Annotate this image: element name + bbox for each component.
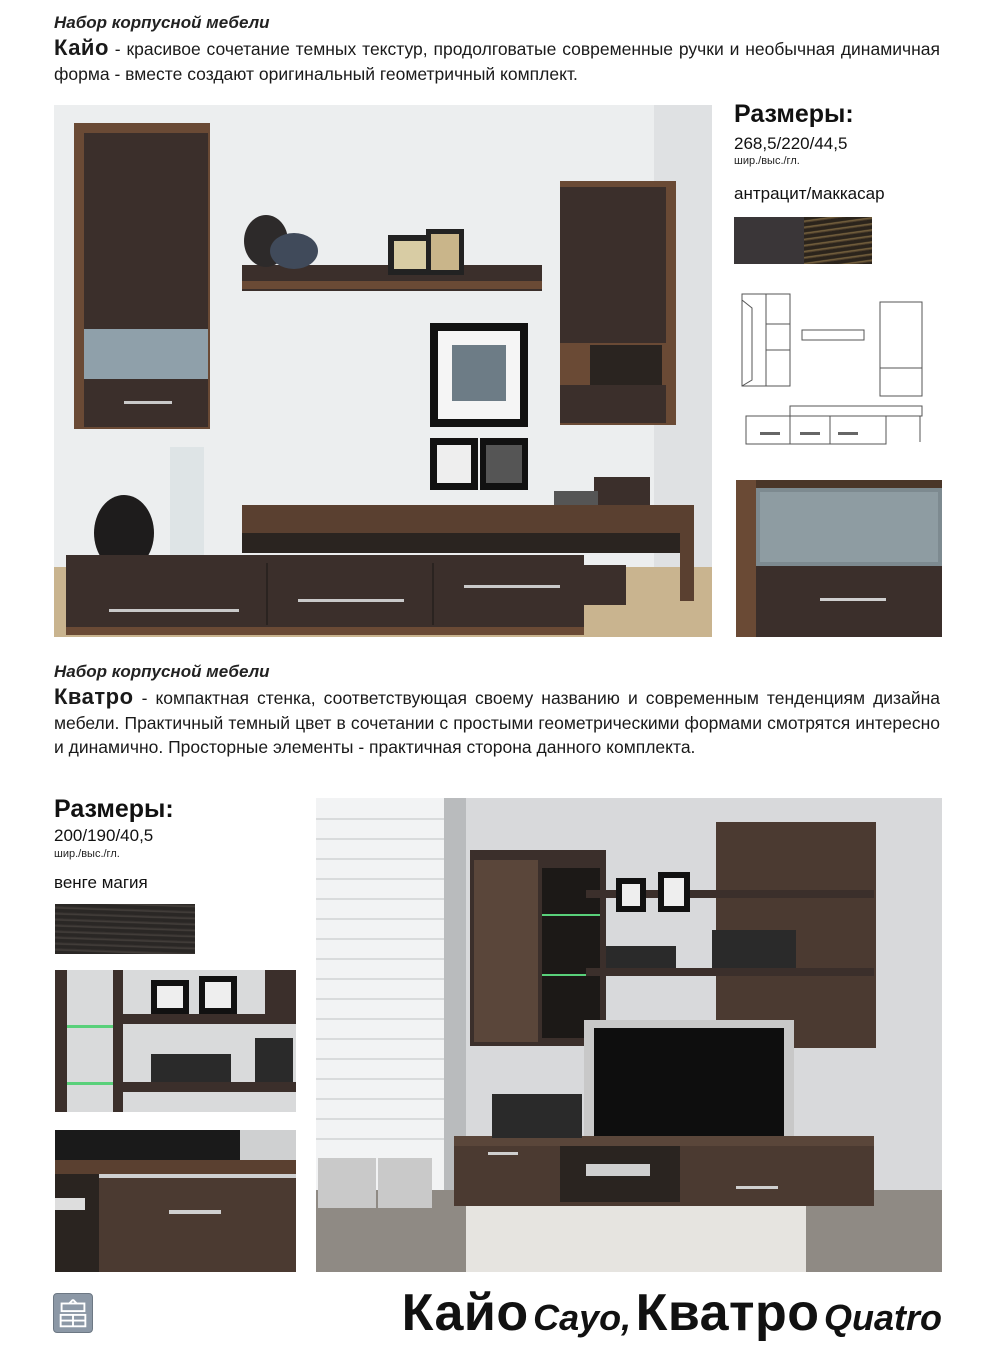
section2-sizes-heading: Размеры: (54, 795, 174, 823)
cayo-detail-photo (736, 480, 942, 637)
quatro-shelf-detail-photo (55, 970, 296, 1112)
section2-finish-label: венге магия (54, 873, 148, 892)
section1-sizes-value: 268,5/220/44,5 (734, 134, 848, 153)
quatro-main-photo (316, 798, 942, 1272)
footer-name2-en: Quatro (823, 1297, 942, 1338)
wenge-magia-swatch (55, 904, 195, 954)
cayo-main-photo (54, 105, 712, 637)
section1-kicker: Набор корпусной мебели (54, 13, 270, 32)
section1-sizes-heading: Размеры: (734, 100, 854, 128)
section2-product-name: Кватро (54, 684, 134, 709)
section2-description (54, 685, 940, 760)
section1-description (54, 36, 940, 86)
section1-finish-label: антрацит/маккасар (734, 184, 885, 203)
section2-sizes-value: 200/190/40,5 (54, 826, 154, 845)
quatro-bench-detail-photo (55, 1130, 296, 1272)
footer-name2-ru: Кватро (635, 1284, 820, 1342)
makassar-swatch (804, 217, 872, 264)
section1-product-name: Кайо (54, 35, 109, 60)
section1-finish-swatches (734, 217, 872, 264)
footer-name1-ru: Кайо (401, 1284, 529, 1342)
furniture-catalog-icon (53, 1293, 93, 1333)
anthracite-swatch (734, 217, 804, 264)
cayo-line-drawing (738, 290, 928, 450)
section2-kicker: Набор корпусной мебели (54, 662, 270, 681)
section1-description-text: - красивое сочетание темных текстур, продолговатые современные ручки и необычная динамичная форма - вместе создают оригинальный геометричный комплект. (54, 39, 940, 84)
footer-title (402, 1283, 942, 1343)
section1-sizes-units: шир./выс./гл. (734, 155, 800, 167)
section2-sizes-units: шир./выс./гл. (54, 848, 120, 860)
footer-name1-en: Cayo, (533, 1297, 632, 1338)
section2-description-text: - компактная стенка, соответствующая своему названию и современным тенденциям дизайна мебели. Практичный темный цвет в сочетании с простыми геометрическими формами смотрятся интересно и динамично. Просторные элементы - практичная сторона данного комплекта. (54, 688, 940, 757)
